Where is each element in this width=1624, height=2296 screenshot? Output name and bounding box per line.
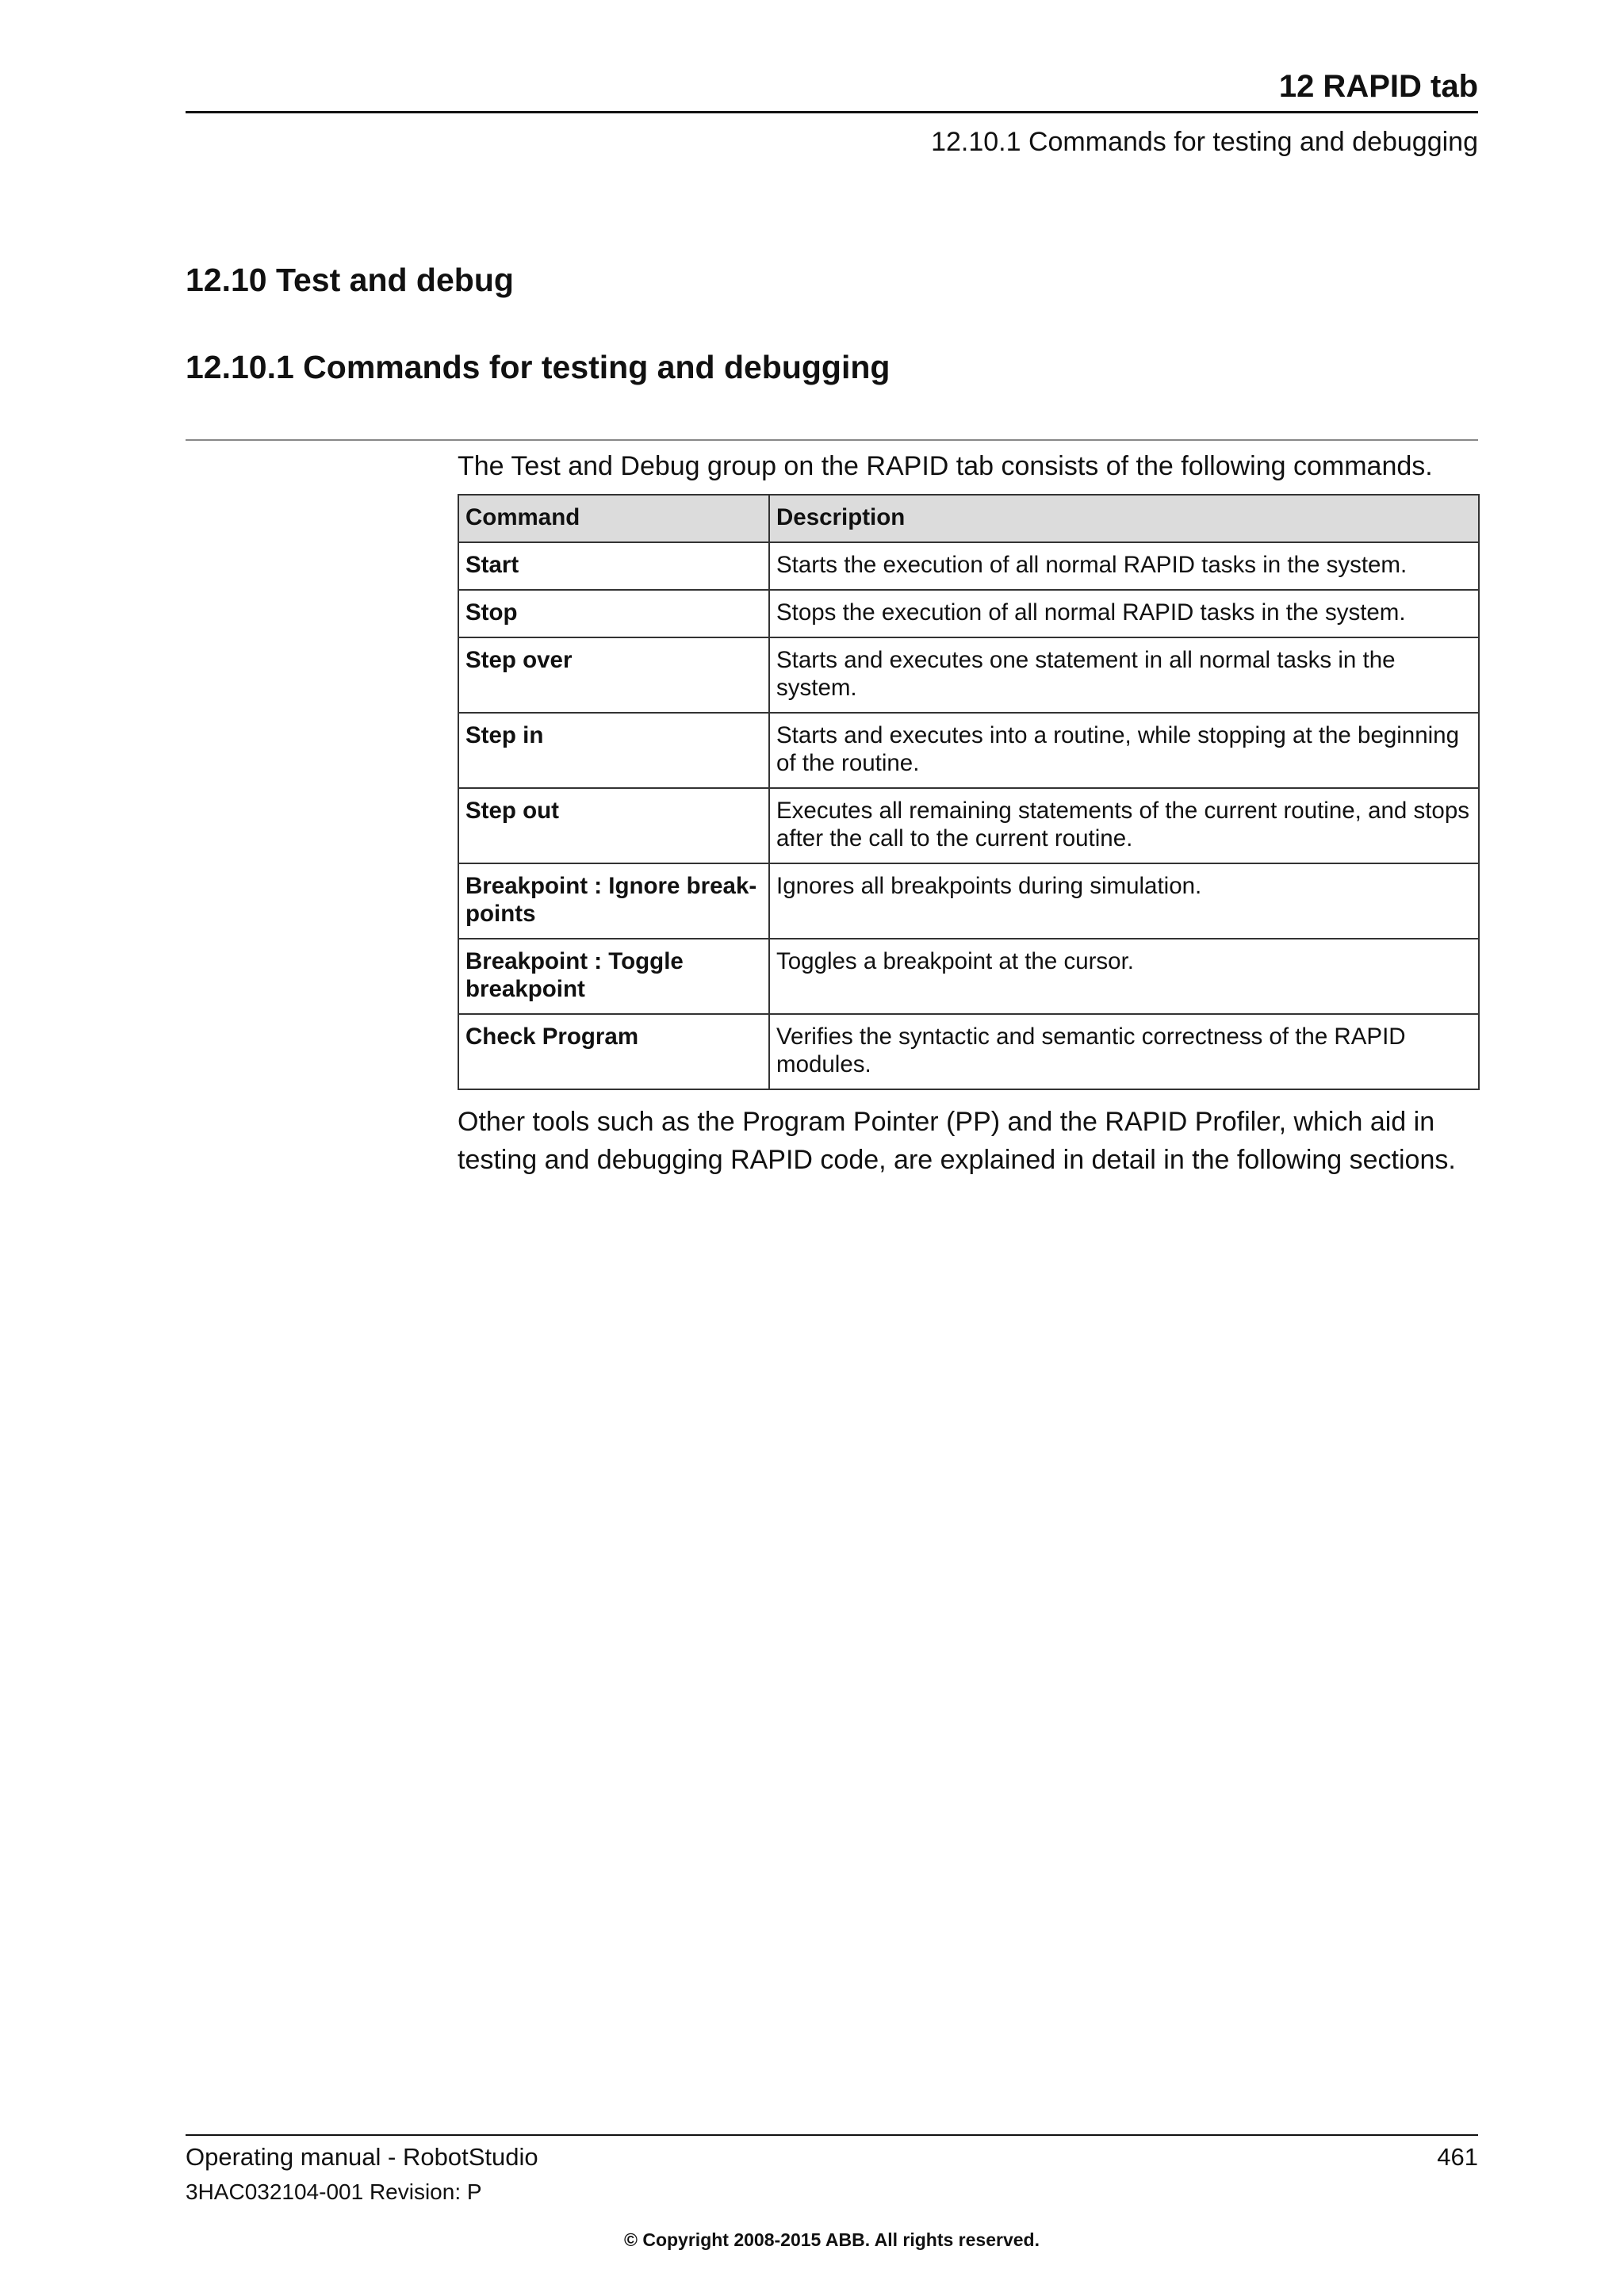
section-heading: 12.10 Test and debug <box>186 262 514 298</box>
copyright-notice: © Copyright 2008-2015 ABB. All rights reserved. <box>624 2229 1040 2250</box>
description-cell: Stops the execution of all normal RAPID tasks in the system. <box>769 590 1479 637</box>
table-row <box>458 788 1479 863</box>
description-cell: Verifies the syntactic and semantic correctness of the RAPID modules. <box>769 1014 1479 1089</box>
description-cell: Starts the execution of all normal RAPID tasks in the system. <box>769 542 1479 590</box>
table-row <box>458 637 1479 713</box>
content-divider <box>186 439 1478 441</box>
description-cell: Toggles a breakpoint at the cursor. <box>769 939 1479 1014</box>
table-header-row <box>458 495 1479 542</box>
footer-rule <box>186 2134 1478 2136</box>
page-footer <box>186 2134 1478 2252</box>
closing-paragraph: Other tools such as the Program Pointer (PP) and the RAPID Profiler, which aid in testing and debugging RAPID code, are explained in detail in the following sections. <box>458 1107 1456 1175</box>
header-rule <box>186 111 1478 113</box>
command-cell: Stop <box>458 590 769 637</box>
command-cell: Check Program <box>458 1014 769 1089</box>
table-row <box>458 713 1479 788</box>
table-row <box>458 863 1479 939</box>
document-id: 3HAC032104-001 Revision: P <box>186 2179 482 2204</box>
subsection-heading: 12.10.1 Commands for testing and debugging <box>186 349 891 385</box>
command-cell: Step in <box>458 713 769 788</box>
running-section-title: 12.10.1 Commands for testing and debugging <box>931 127 1478 157</box>
page-number: 461 <box>1437 2143 1478 2171</box>
table-row <box>458 939 1479 1014</box>
command-cell: Breakpoint : Toggle breakpoint <box>458 939 769 1014</box>
page-header <box>186 65 1478 159</box>
description-cell: Starts and executes into a routine, while stopping at the beginning of the routine. <box>769 713 1479 788</box>
table-row <box>458 542 1479 590</box>
description-cell: Starts and executes one statement in all normal tasks in the system. <box>769 637 1479 713</box>
column-header-description: Description <box>769 495 1479 542</box>
chapter-title: 12 RAPID tab <box>1278 69 1478 104</box>
description-cell: Executes all remaining statements of the current routine, and stops after the call to the current routine. <box>769 788 1479 863</box>
footer-row <box>186 2141 1478 2174</box>
command-cell: Breakpoint : Ignore breakpoints <box>458 863 769 939</box>
commands-table <box>458 494 1480 1090</box>
description-cell: Ignores all breakpoints during simulation. <box>769 863 1479 939</box>
table-row <box>458 590 1479 637</box>
manual-title: Operating manual - RobotStudio <box>186 2143 538 2171</box>
intro-paragraph: The Test and Debug group on the RAPID tab consists of the following commands. <box>458 451 1433 481</box>
table-row <box>458 1014 1479 1089</box>
command-cell: Step out <box>458 788 769 863</box>
command-cell: Start <box>458 542 769 590</box>
column-header-command: Command <box>458 495 769 542</box>
content-body <box>458 448 1478 1179</box>
command-cell: Step over <box>458 637 769 713</box>
